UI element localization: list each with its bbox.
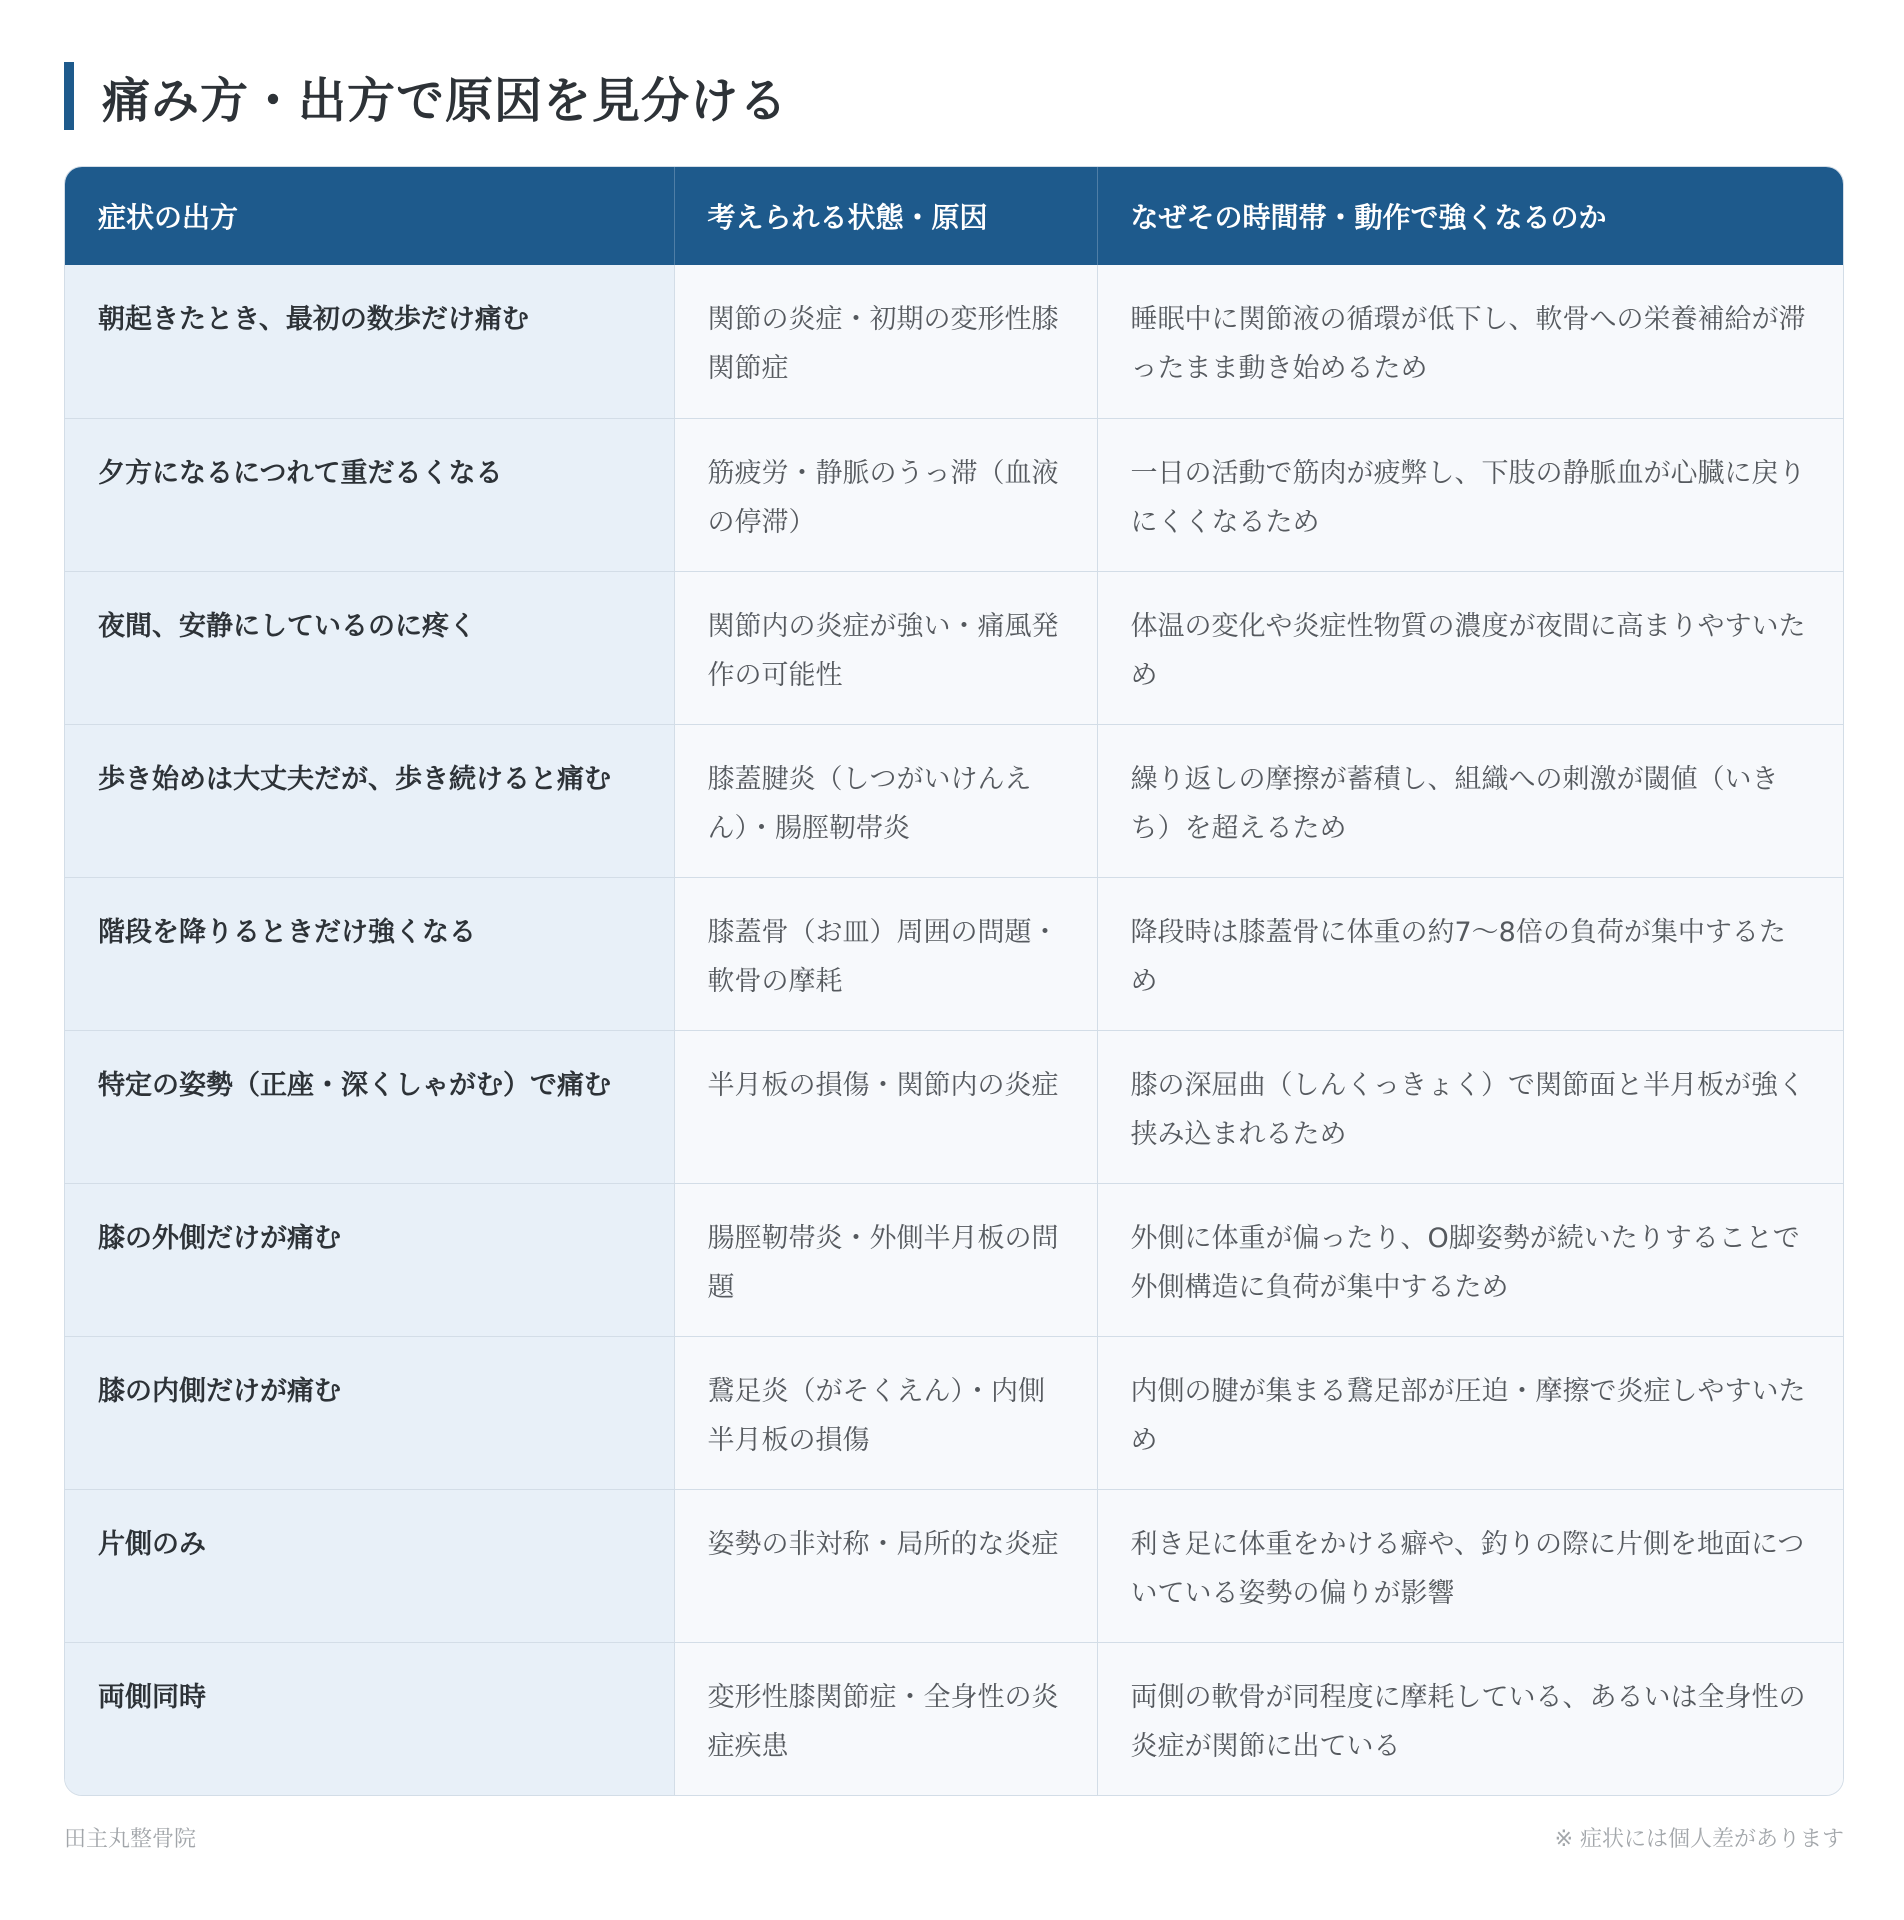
cause-cell: 腸脛靭帯炎・外側半月板の問題: [674, 1183, 1097, 1336]
page-title-block: [64, 62, 788, 130]
symptom-cell: 夕方になるにつれて重だるくなる: [65, 418, 674, 571]
reason-cell: 降段時は膝蓋骨に体重の約7〜8倍の負荷が集中するため: [1097, 877, 1843, 1030]
symptom-cell: 両側同時: [65, 1642, 674, 1795]
cause-cell: 変形性膝関節症・全身性の炎症疾患: [674, 1642, 1097, 1795]
table-row: [65, 1642, 1843, 1795]
disclaimer-note: ※ 症状には個人差があります: [1554, 1827, 1844, 1852]
table-row: [65, 1336, 1843, 1489]
header-row: [65, 167, 1843, 265]
table-row: [65, 877, 1843, 1030]
cause-cell: 半月板の損傷・関節内の炎症: [674, 1030, 1097, 1183]
symptom-cell: 階段を降りるときだけ強くなる: [65, 877, 674, 1030]
reason-cell: 外側に体重が偏ったり、O脚姿勢が続いたりすることで外側構造に負荷が集中するため: [1097, 1183, 1843, 1336]
header-reason: なぜその時間帯・動作で強くなるのか: [1097, 167, 1843, 265]
cause-cell: 関節の炎症・初期の変形性膝関節症: [674, 265, 1097, 418]
table-row: [65, 1030, 1843, 1183]
reason-cell: 一日の活動で筋肉が疲弊し、下肢の静脈血が心臓に戻りにくくなるため: [1097, 418, 1843, 571]
table-row: [65, 265, 1843, 418]
page-title: 痛み方・出方で原因を見分ける: [102, 72, 789, 129]
cause-cell: 姿勢の非対称・局所的な炎症: [674, 1489, 1097, 1642]
symptom-cell: 膝の外側だけが痛む: [65, 1183, 674, 1336]
reason-cell: 両側の軟骨が同程度に摩耗している、あるいは全身性の炎症が関節に出ている: [1097, 1642, 1843, 1795]
symptom-cell: 特定の姿勢（正座・深くしゃがむ）で痛む: [65, 1030, 674, 1183]
cause-cell: 膝蓋腱炎（しつがいけんえん）・腸脛靭帯炎: [674, 724, 1097, 877]
symptom-cell: 歩き始めは大丈夫だが、歩き続けると痛む: [65, 724, 674, 877]
title-accent-bar: [64, 62, 74, 130]
symptom-table-card: [64, 166, 1844, 1796]
reason-cell: 体温の変化や炎症性物質の濃度が夜間に高まりやすいため: [1097, 571, 1843, 724]
symptom-cell: 朝起きたとき、最初の数歩だけ痛む: [65, 265, 674, 418]
reason-cell: 内側の腱が集まる鵞足部が圧迫・摩擦で炎症しやすいため: [1097, 1336, 1843, 1489]
table-body: [65, 265, 1843, 1795]
header-symptom: 症状の出方: [65, 167, 674, 265]
symptom-cell: 膝の内側だけが痛む: [65, 1336, 674, 1489]
table-row: [65, 1489, 1843, 1642]
header-cause: 考えられる状態・原因: [674, 167, 1097, 265]
reason-cell: 利き足に体重をかける癖や、釣りの際に片側を地面についている姿勢の偏りが影響: [1097, 1489, 1843, 1642]
symptom-cell: 片側のみ: [65, 1489, 674, 1642]
cause-cell: 筋疲労・静脈のうっ滞（血液の停滞）: [674, 418, 1097, 571]
reason-cell: 睡眠中に関節液の循環が低下し、軟骨への栄養補給が滞ったまま動き始めるため: [1097, 265, 1843, 418]
table-row: [65, 418, 1843, 571]
cause-cell: 膝蓋骨（お皿）周囲の問題・軟骨の摩耗: [674, 877, 1097, 1030]
reason-cell: 繰り返しの摩擦が蓄積し、組織への刺激が閾値（いきち）を超えるため: [1097, 724, 1843, 877]
table-row: [65, 724, 1843, 877]
table-row: [65, 571, 1843, 724]
table-row: [65, 1183, 1843, 1336]
symptom-table: [65, 167, 1843, 1795]
clinic-name: 田主丸整骨院: [64, 1827, 197, 1852]
reason-cell: 膝の深屈曲（しんくっきょく）で関節面と半月板が強く挟み込まれるため: [1097, 1030, 1843, 1183]
cause-cell: 関節内の炎症が強い・痛風発作の可能性: [674, 571, 1097, 724]
table-header: [65, 167, 1843, 265]
cause-cell: 鵞足炎（がそくえん）・内側半月板の損傷: [674, 1336, 1097, 1489]
symptom-cell: 夜間、安静にしているのに疼く: [65, 571, 674, 724]
